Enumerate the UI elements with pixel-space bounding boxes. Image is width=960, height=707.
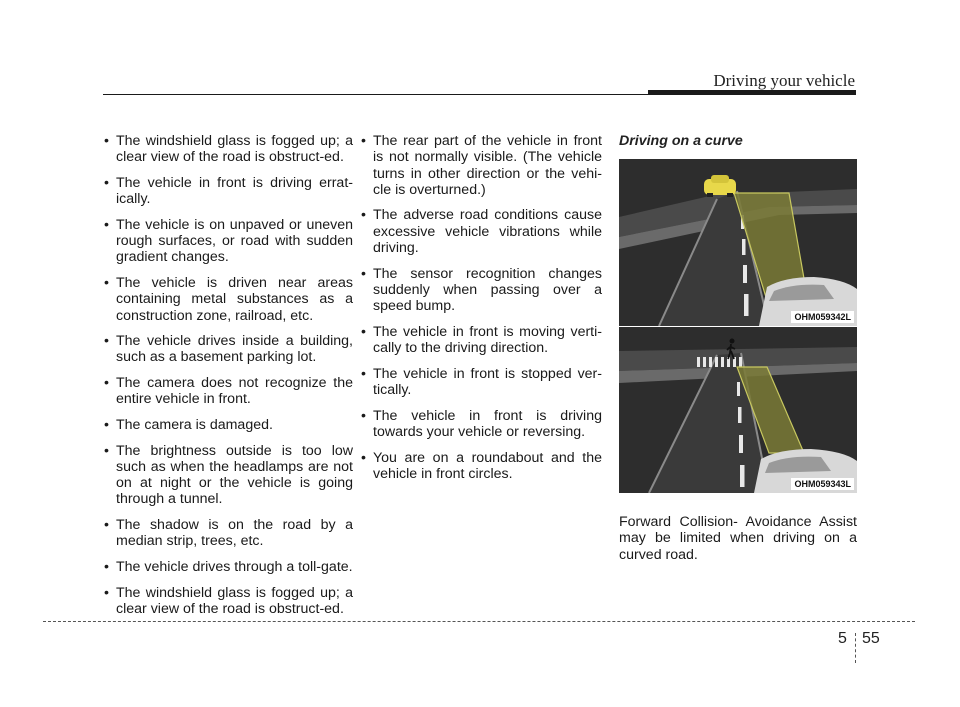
list-item: • The windshield glass is fogged up; a clear view of the road is obstruct-ed. <box>102 585 353 618</box>
page-number: 55 <box>862 630 880 647</box>
list-item: • The vehicle is on unpaved or uneven rough surfaces, or road with sudden gradient changes. <box>102 217 353 266</box>
list-item: • The vehicle in front is stopped ver-tically. <box>359 366 602 399</box>
figure-label: OHM059342L <box>791 311 854 323</box>
header-rule-accent <box>648 90 856 95</box>
chapter-number: 5 <box>838 630 847 647</box>
figure-label: OHM059343L <box>791 478 854 490</box>
limitations-list-column-1 <box>102 133 353 626</box>
list-item: • The vehicle in front is moving verti-cally to the driving direction. <box>359 324 602 357</box>
figure-curve-pedestrian <box>619 327 857 493</box>
list-item: • The camera does not recognize the entire vehicle in front. <box>102 375 353 408</box>
list-item: • The brightness outside is too low such as when the headlamps are not on at night or the vehicle is going through a tunnel. <box>102 443 353 508</box>
list-item: • The vehicle drives inside a building, such as a basement parking lot. <box>102 333 353 366</box>
figure-curve-vehicle <box>619 159 857 326</box>
figure-caption: Forward Collision- Avoidance Assist may be limited when driving on a curved road. <box>619 514 857 563</box>
list-item: • The rear part of the vehicle in front is not normally visible. (The vehicle turns in other direction or the vehi-cle is overturned.) <box>359 133 602 198</box>
list-item: • The adverse road conditions cause excessive vehicle vibrations while driving. <box>359 207 602 256</box>
list-item: • The vehicle is driven near areas containing metal substances as a construction zone, railroad, etc. <box>102 275 353 324</box>
limitations-list-column-2 <box>359 133 602 491</box>
list-item: • The vehicle in front is driving towards your vehicle or reversing. <box>359 408 602 441</box>
illustration-curved-road-vehicle <box>619 159 857 326</box>
list-item: • The camera is damaged. <box>102 417 353 433</box>
list-item: • The sensor recognition changes suddenly when passing over a speed bump. <box>359 266 602 315</box>
running-header: Driving your vehicle <box>713 71 855 90</box>
list-item: • The vehicle in front is driving errat-ically. <box>102 175 353 208</box>
footer-rule <box>43 621 915 622</box>
footer-divider <box>855 633 856 663</box>
illustration-curved-road-pedestrian <box>619 327 857 493</box>
list-item: • The windshield glass is fogged up; a clear view of the road is obstruct-ed. <box>102 133 353 166</box>
list-item: • The vehicle drives through a toll-gate. <box>102 559 353 575</box>
section-heading: Driving on a curve <box>619 133 743 149</box>
list-item: • The shadow is on the road by a median strip, trees, etc. <box>102 517 353 550</box>
list-item: • You are on a roundabout and the vehicle in front circles. <box>359 450 602 483</box>
